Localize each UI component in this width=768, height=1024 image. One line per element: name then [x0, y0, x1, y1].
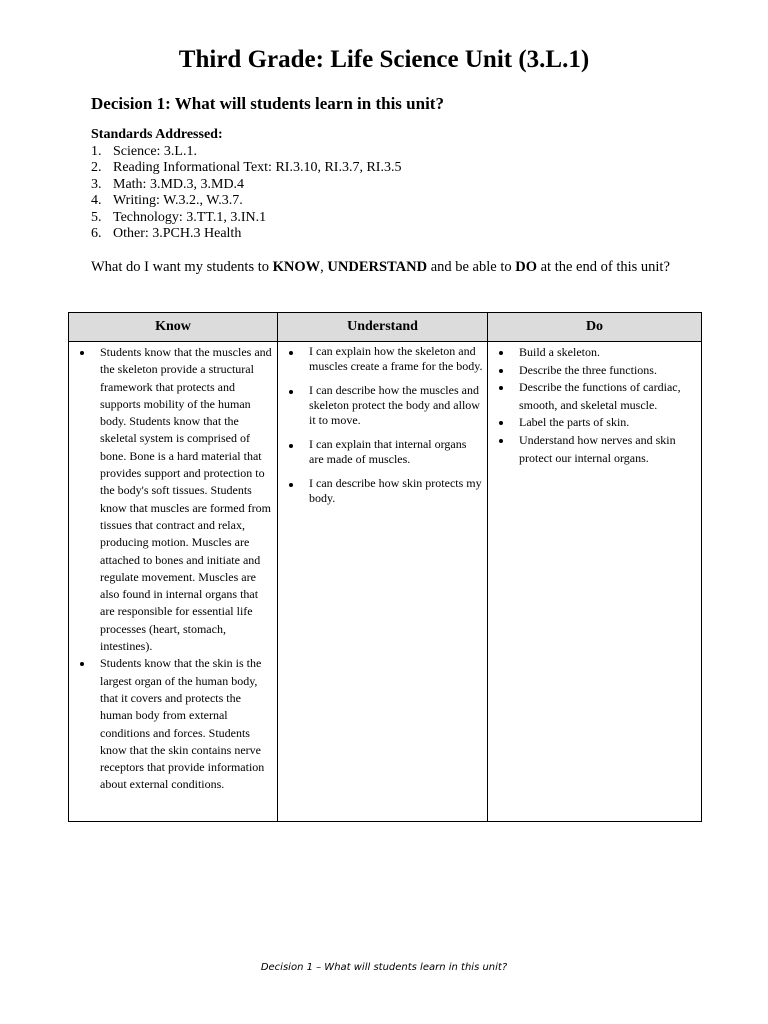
table-header-row [69, 313, 702, 342]
question-understand: UNDERSTAND [327, 259, 428, 275]
know-list [69, 344, 273, 794]
standard-text: Math: 3.MD.3, 3.MD.4 [113, 176, 245, 192]
list-item: Describe the functions of cardiac, smooth, and skeletal muscle. [488, 379, 697, 414]
list-number: 3. [91, 176, 102, 192]
standards-list-item [91, 160, 401, 177]
list-item: Build a skeleton. [488, 344, 697, 362]
list-item: Describe the three functions. [488, 362, 697, 380]
standards-list-item [91, 177, 401, 194]
standards-list-item [91, 144, 401, 161]
list-number: 2. [91, 160, 102, 175]
list-item: I can explain how the skeleton and muscles create a frame for the body. [278, 344, 483, 374]
question-know: KNOW [272, 259, 321, 275]
list-item: Students know that the muscles and the skeleton provide a structural framework that protects and supports mobility of the human body. Students know that the skeletal system is comprised of bone. Bone is a hard material that provides support and protection to the body's soft tissues. Students know that muscles are formed from tissues that contract and relax, producing motion. Muscles are attached to bones and initiate and regulate movement. Muscles are also found in internal organs that are responsible for essential life processes (heart, stomach, intestines). [69, 344, 273, 655]
list-number: 5. [91, 209, 102, 225]
page-footer: Decision 1 – What will students learn in this unit? [260, 962, 508, 973]
table-row [69, 342, 702, 822]
list-item: Students know that the skin is the largest organ of the human body, that it covers and protects the human body from external conditions and forces. Students know that the skin contains nerve receptors that provide information about external conditions. [69, 655, 273, 793]
header-know: Know [69, 313, 278, 342]
question-text: What do I want my students to [91, 259, 273, 275]
question-text: , [320, 259, 328, 275]
list-item: I can explain that internal organs are made of muscles. [278, 437, 483, 467]
do-cell [488, 342, 702, 822]
list-item: Label the parts of skin. [488, 414, 697, 432]
header-do: Do [488, 313, 702, 342]
question-do: DO [515, 259, 537, 275]
list-item: I can describe how skin protects my body. [278, 476, 483, 506]
decision-heading: Decision 1: What will students learn in this unit? [91, 94, 444, 113]
standard-text: Technology: 3.TT.1, 3.IN.1 [113, 209, 267, 225]
list-number: 4. [91, 193, 102, 208]
standards-list-item [91, 226, 401, 243]
do-list [488, 344, 697, 467]
understand-list [278, 344, 483, 506]
know-cell [69, 342, 278, 822]
list-item: Understand how nerves and skin protect our internal organs. [488, 432, 697, 467]
standard-text: Science: 3.L.1. [113, 143, 197, 159]
page-title: Third Grade: Life Science Unit (3.L.1) [178, 46, 590, 73]
question-text: at the end of this unit? [537, 259, 670, 275]
standards-list [91, 144, 401, 243]
standards-section [91, 127, 401, 243]
list-number: 6. [91, 226, 102, 241]
standards-heading: Standards Addressed: [91, 127, 223, 142]
know-understand-do-table [68, 312, 702, 822]
standard-text: Reading Informational Text: RI.3.10, RI.3.7, RI.3.5 [113, 160, 402, 175]
standards-list-item [91, 193, 401, 210]
understand-cell [278, 342, 488, 822]
header-understand: Understand [278, 313, 488, 342]
standards-list-item [91, 210, 401, 227]
standard-text: Other: 3.PCH.3 Health [113, 226, 242, 241]
question-text: and be able to [427, 259, 516, 275]
list-number: 1. [91, 143, 102, 159]
know-understand-do-question [91, 258, 681, 277]
list-item: I can describe how the muscles and skeleton protect the body and allow it to move. [278, 383, 483, 428]
standard-text: Writing: W.3.2., W.3.7. [113, 193, 243, 208]
